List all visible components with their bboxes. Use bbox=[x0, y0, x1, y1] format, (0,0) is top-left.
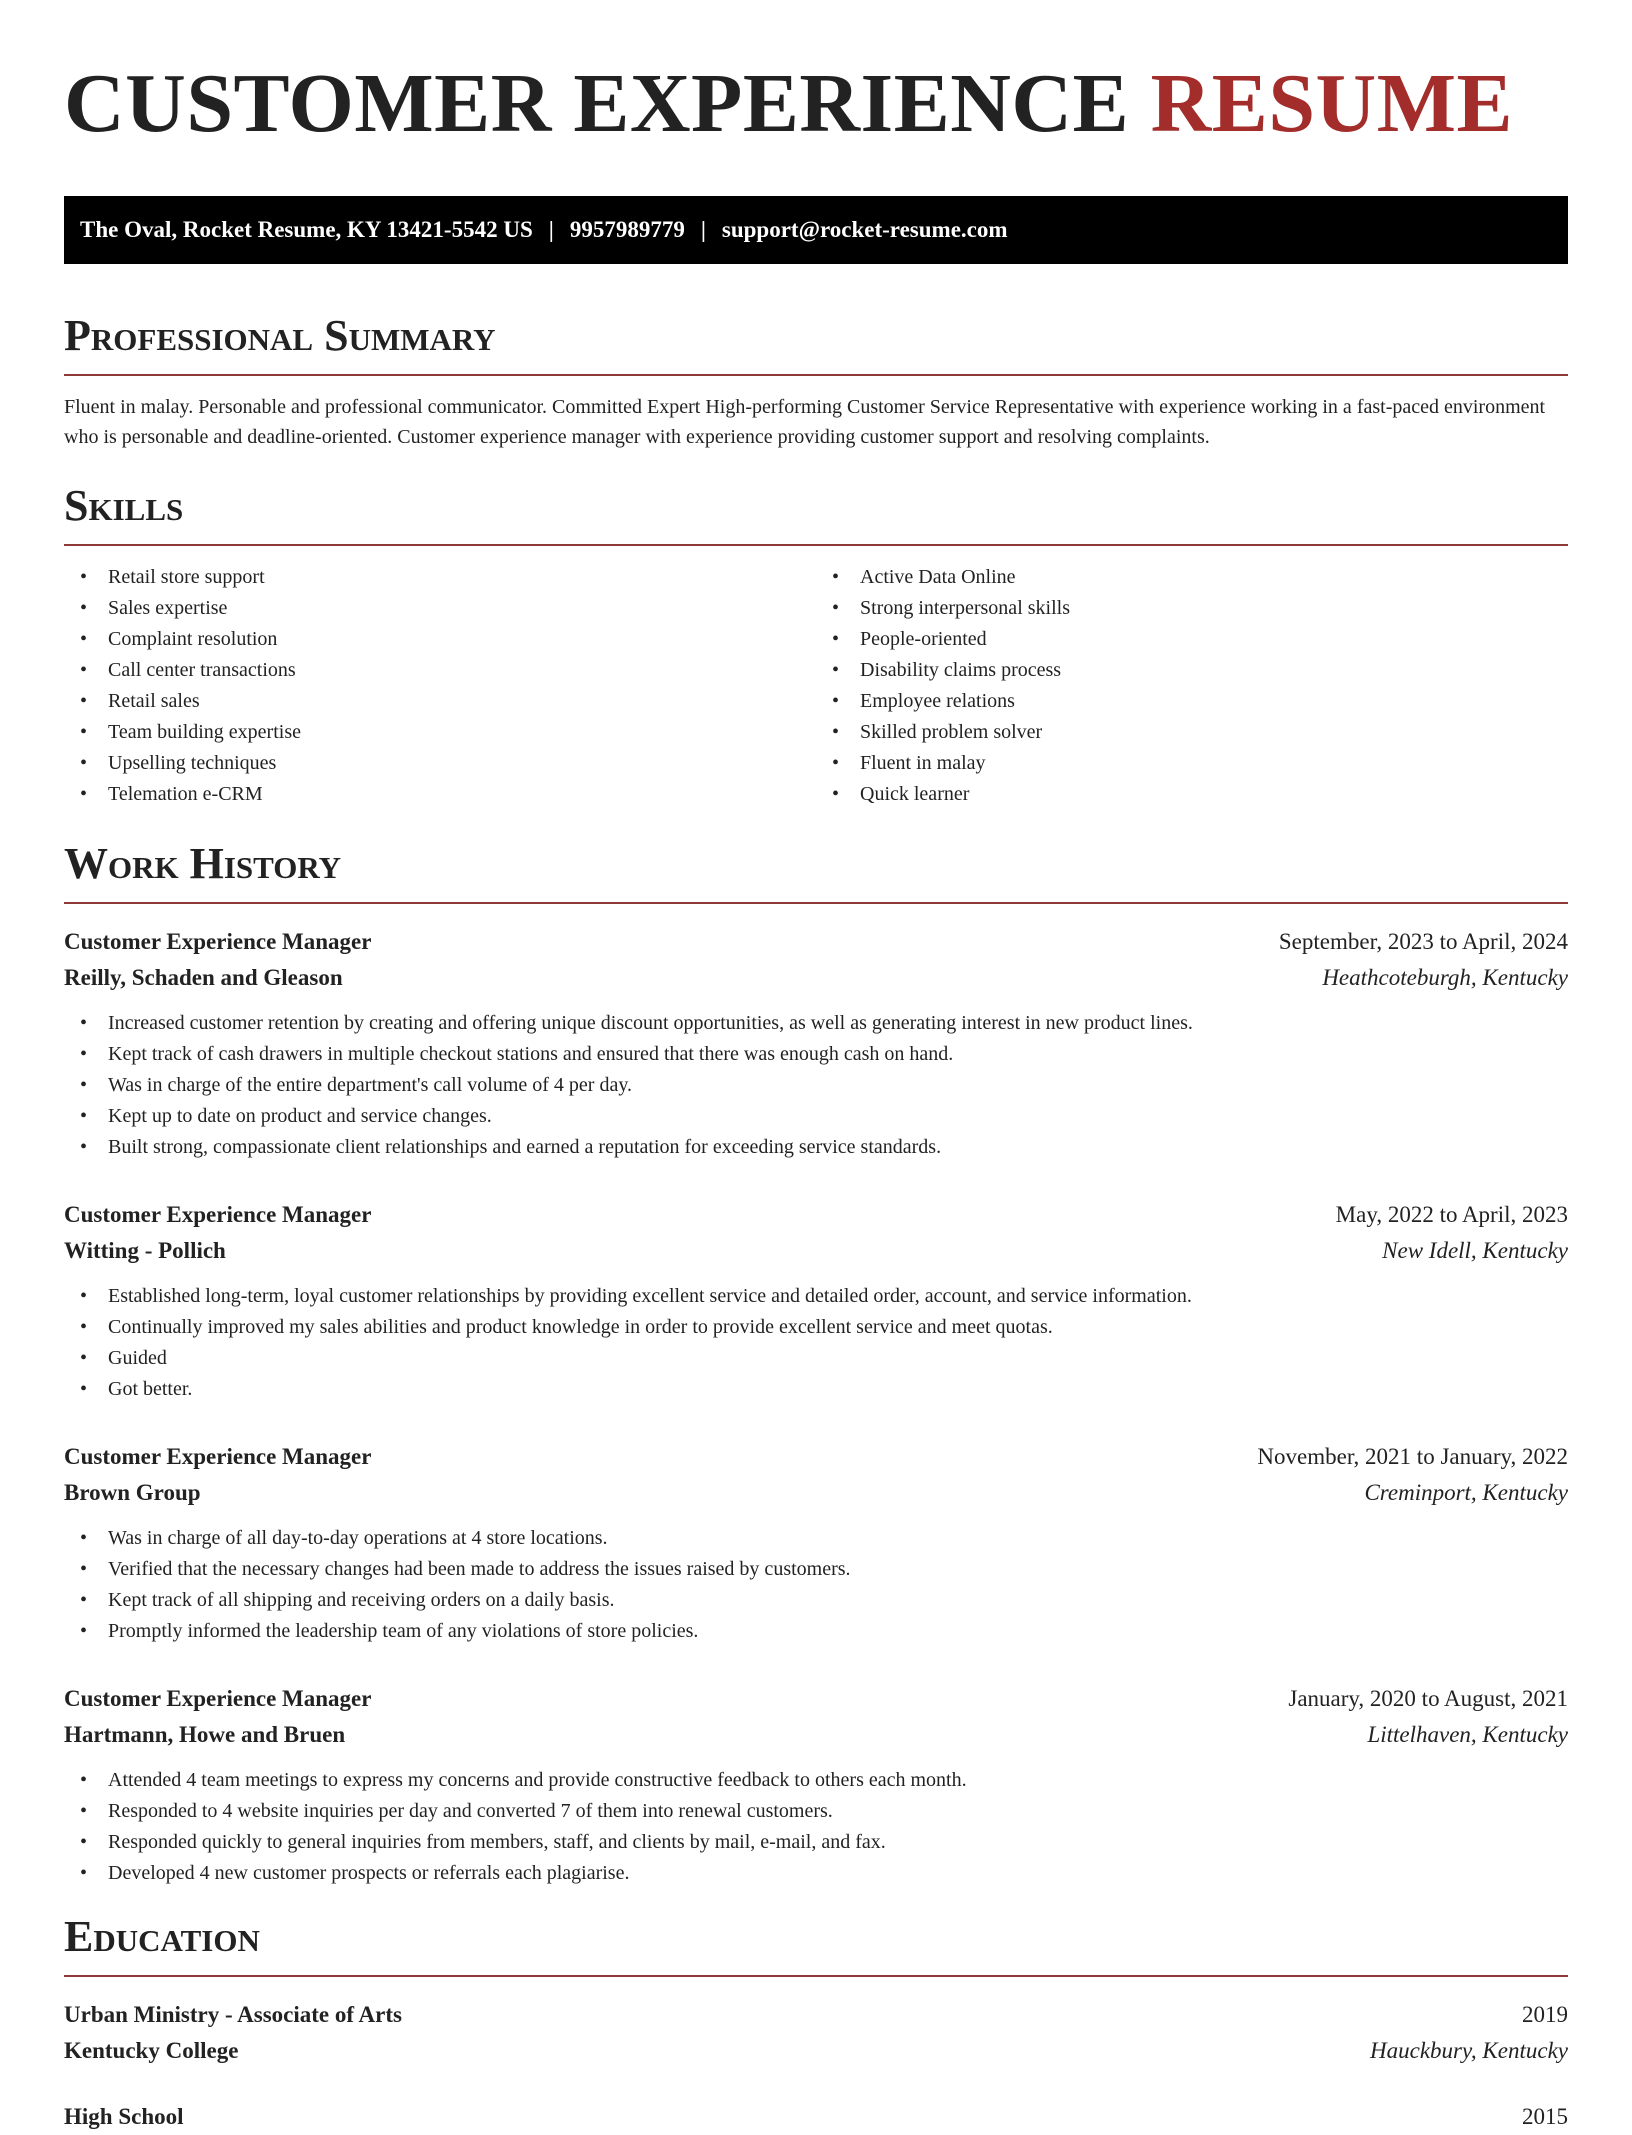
job-entry bbox=[64, 1439, 1568, 1647]
work-history-section bbox=[64, 838, 1568, 1889]
professional-summary-section bbox=[64, 310, 1568, 452]
contact-bar bbox=[64, 196, 1568, 264]
resume-title bbox=[64, 0, 1568, 154]
job-bullet: • Increased customer retention by creating and offering unique discount opportunities, as well as generating interest in new product lines. bbox=[108, 1008, 1568, 1039]
education-header-row bbox=[64, 1997, 1568, 2033]
skill-item: • Telemation e-CRM bbox=[108, 779, 816, 810]
education-entry bbox=[64, 1997, 1568, 2069]
job-title: Customer Experience Manager bbox=[64, 929, 372, 954]
job-bullet: • Guided bbox=[108, 1343, 1568, 1374]
job-location: Heathcoteburgh, Kentucky bbox=[1322, 965, 1568, 990]
job-dates: January, 2020 to August, 2021 bbox=[1288, 1686, 1568, 1711]
job-bullet: • Established long-term, loyal customer relationships by providing excellent service and detailed order, account, and service information. bbox=[108, 1281, 1568, 1312]
job-location: New Idell, Kentucky bbox=[1382, 1238, 1568, 1263]
education-school-row bbox=[64, 2033, 1568, 2069]
job-company: Brown Group bbox=[64, 1480, 201, 1505]
skill-item: • Upselling techniques bbox=[108, 748, 816, 779]
skill-item: • Employee relations bbox=[860, 686, 1568, 717]
job-title: Customer Experience Manager bbox=[64, 1686, 372, 1711]
job-location: Littelhaven, Kentucky bbox=[1367, 1722, 1568, 1747]
skills-section bbox=[64, 480, 1568, 810]
job-bullet: • Was in charge of all day-to-day operations at 4 store locations. bbox=[108, 1523, 1568, 1554]
summary-text: Fluent in malay. Personable and professional communicator. Committed Expert High-performing Customer Service Representative with experience working in a fast-paced environment who is personable and deadline-oriented. Customer experience manager with experience providing customer support and resolving complaints. bbox=[64, 396, 1546, 448]
job-header-row bbox=[64, 924, 1568, 960]
job-company-row bbox=[64, 1717, 1568, 1753]
education-year: 2015 bbox=[1522, 2104, 1568, 2129]
skill-item: • People-oriented bbox=[860, 624, 1568, 655]
job-company-row bbox=[64, 960, 1568, 996]
education-section bbox=[64, 1911, 1568, 2135]
job-bullet: • Kept up to date on product and service changes. bbox=[108, 1101, 1568, 1132]
title-main: CUSTOMER EXPERIENCE bbox=[64, 57, 1130, 150]
contact-separator: | bbox=[700, 217, 706, 242]
job-title: Customer Experience Manager bbox=[64, 1202, 372, 1227]
skill-item: • Disability claims process bbox=[860, 655, 1568, 686]
contact-email: support@rocket-resume.com bbox=[721, 217, 1008, 242]
job-company-row bbox=[64, 1233, 1568, 1269]
job-company: Witting - Pollich bbox=[64, 1238, 226, 1263]
section-heading-skills: Skills bbox=[64, 480, 1568, 546]
contact-address: The Oval, Rocket Resume, KY 13421-5542 US bbox=[80, 217, 533, 242]
skill-item: • Complaint resolution bbox=[108, 624, 816, 655]
education-header-row bbox=[64, 2099, 1568, 2135]
contact-phone: 9957989779 bbox=[569, 217, 685, 242]
job-bullets bbox=[64, 1008, 1568, 1163]
skill-item: • Call center transactions bbox=[108, 655, 816, 686]
section-heading-summary: Professional Summary bbox=[64, 310, 1568, 376]
job-company: Reilly, Schaden and Gleason bbox=[64, 965, 343, 990]
skill-item: • Active Data Online bbox=[860, 562, 1568, 593]
job-company: Hartmann, Howe and Bruen bbox=[64, 1722, 346, 1747]
skill-item: • Sales expertise bbox=[108, 593, 816, 624]
job-bullet: • Responded quickly to general inquiries from members, staff, and clients by mail, e-mail, and fax. bbox=[108, 1827, 1568, 1858]
job-dates: September, 2023 to April, 2024 bbox=[1278, 929, 1568, 954]
skills-list-left bbox=[64, 562, 816, 810]
job-bullets bbox=[64, 1765, 1568, 1889]
education-degree: Urban Ministry - Associate of Arts bbox=[64, 2002, 402, 2027]
job-bullet: • Developed 4 new customer prospects or referrals each plagiarise. bbox=[108, 1858, 1568, 1889]
skill-item: • Retail sales bbox=[108, 686, 816, 717]
skill-item: • Skilled problem solver bbox=[860, 717, 1568, 748]
education-location: Hauckbury, Kentucky bbox=[1370, 2038, 1568, 2063]
job-bullet: • Was in charge of the entire department's call volume of 4 per day. bbox=[108, 1070, 1568, 1101]
skill-item: • Quick learner bbox=[860, 779, 1568, 810]
skills-list-right bbox=[816, 562, 1568, 810]
title-accent: RESUME bbox=[1150, 57, 1514, 150]
job-company-row bbox=[64, 1475, 1568, 1511]
education-year: 2019 bbox=[1522, 2002, 1568, 2027]
section-heading-education: Education bbox=[64, 1911, 1568, 1977]
contact-separator: | bbox=[548, 217, 554, 242]
job-bullet: • Attended 4 team meetings to express my concerns and provide constructive feedback to others each month. bbox=[108, 1765, 1568, 1796]
job-bullet: • Promptly informed the leadership team of any violations of store policies. bbox=[108, 1616, 1568, 1647]
job-bullets bbox=[64, 1523, 1568, 1647]
job-entry bbox=[64, 1197, 1568, 1405]
job-entry bbox=[64, 1681, 1568, 1889]
skill-item: • Fluent in malay bbox=[860, 748, 1568, 779]
skill-item: • Team building expertise bbox=[108, 717, 816, 748]
skill-item: • Strong interpersonal skills bbox=[860, 593, 1568, 624]
skills-columns bbox=[64, 562, 1568, 810]
job-bullet: • Responded to 4 website inquiries per day and converted 7 of them into renewal customers. bbox=[108, 1796, 1568, 1827]
job-header-row bbox=[64, 1197, 1568, 1233]
job-dates: November, 2021 to January, 2022 bbox=[1257, 1444, 1568, 1469]
job-bullet: • Got better. bbox=[108, 1374, 1568, 1405]
jobs-list bbox=[64, 924, 1568, 1889]
job-bullet: • Continually improved my sales abilities and product knowledge in order to provide excellent service and meet quotas. bbox=[108, 1312, 1568, 1343]
job-header-row bbox=[64, 1681, 1568, 1717]
job-bullet: • Built strong, compassionate client relationships and earned a reputation for exceeding service standards. bbox=[108, 1132, 1568, 1163]
education-entry bbox=[64, 2099, 1568, 2135]
job-bullet: • Kept track of all shipping and receiving orders on a daily basis. bbox=[108, 1585, 1568, 1616]
job-dates: May, 2022 to April, 2023 bbox=[1335, 1202, 1568, 1227]
job-header-row bbox=[64, 1439, 1568, 1475]
job-bullets bbox=[64, 1281, 1568, 1405]
job-bullet: • Verified that the necessary changes had been made to address the issues raised by customers. bbox=[108, 1554, 1568, 1585]
job-location: Creminport, Kentucky bbox=[1364, 1480, 1568, 1505]
job-title: Customer Experience Manager bbox=[64, 1444, 372, 1469]
education-list bbox=[64, 1997, 1568, 2135]
job-entry bbox=[64, 924, 1568, 1163]
education-degree: High School bbox=[64, 2104, 184, 2129]
section-heading-work-history: Work History bbox=[64, 838, 1568, 904]
job-bullet: • Kept track of cash drawers in multiple checkout stations and ensured that there was enough cash on hand. bbox=[108, 1039, 1568, 1070]
education-school: Kentucky College bbox=[64, 2038, 239, 2063]
skill-item: • Retail store support bbox=[108, 562, 816, 593]
